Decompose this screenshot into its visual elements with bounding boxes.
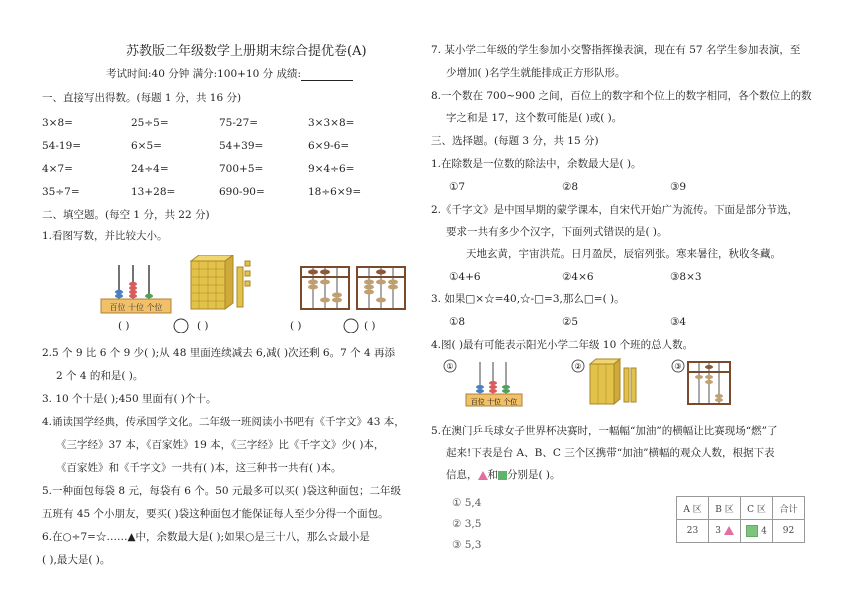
q5-line1: 5.一种面包每袋 8 元，每袋有 6 个。50 元最多可以买( )袋这种面包；二年级 <box>42 485 401 497</box>
cube-blocks-icon <box>191 255 250 309</box>
table-header: B 区 <box>709 497 741 520</box>
choice-option[interactable]: ① 5,4 <box>452 497 482 509</box>
svg-text:②: ② <box>574 362 582 371</box>
q1-text: 1.看图写数，并比较大小。 <box>42 230 168 242</box>
section-2-heading: 二、填空题。(每空 1 分，共 22 分) <box>42 209 210 221</box>
q5-line2: 五班有 45 个小朋友，要买( )袋这种面包才能保证每人至少分得一个面包。 <box>42 508 389 520</box>
choice-2-line2: 要求一共有多少个汉字，下面列式错误的是( )。 <box>446 226 668 238</box>
b-value: 3 <box>715 526 721 536</box>
table-header: 合计 <box>773 497 805 520</box>
choice-option[interactable]: ③4 <box>670 316 687 328</box>
q6-line2: ( ),最大是( )。 <box>42 554 111 566</box>
calc-item: 54+39= <box>219 140 264 152</box>
calc-item: 4×7= <box>42 163 73 175</box>
choice-option[interactable]: ②8 <box>562 181 579 193</box>
table-header: C 区 <box>741 497 773 520</box>
choice-option[interactable]: ①4+6 <box>449 271 481 283</box>
score-blank[interactable] <box>301 70 353 81</box>
c-value: 4 <box>761 526 767 537</box>
exam-info-text: 考试时间:40 分钟 满分:100+10 分 成绩: <box>106 68 302 80</box>
q4-line1: 4.诵读国学经典，传承国学文化。二年级一班阅读小书吧有《千字文》43 本， <box>42 416 405 428</box>
calc-item: 700+5= <box>219 163 264 175</box>
choice-5-line2: 起来!下表是台 A、B、C 三个区携带“加油”横幅的观众人数，根据下表 <box>446 447 775 459</box>
choice-option[interactable]: ②4×6 <box>562 271 594 283</box>
table-row <box>677 520 805 543</box>
calc-item: 35÷7= <box>42 186 80 198</box>
calc-item: 24÷4= <box>131 163 169 175</box>
q7-line2: 少增加( )名学生就能排成正方形队形。 <box>446 67 626 79</box>
choice-4-figures <box>440 358 740 410</box>
exam-info <box>106 68 353 81</box>
abacus-left-icon <box>101 265 171 313</box>
answer-paren[interactable]: ( ) <box>118 320 130 332</box>
choice-option[interactable]: ②5 <box>562 316 579 328</box>
table-header: A 区 <box>677 497 709 520</box>
abacus-frame-icon <box>301 267 349 309</box>
q4-line3: 《百家姓》和《千字文》一共有( )本，这三种书一共有( )本。 <box>56 462 342 474</box>
compare-circle-1 <box>174 319 188 333</box>
triangle-icon <box>478 471 488 480</box>
table-cell: 92 <box>773 520 805 543</box>
calc-item: 6×9-6= <box>308 140 350 152</box>
choice-2-poem: 天地玄黄，宇宙洪荒。日月盈昃，辰宿列张。寒来暑往，秋收冬藏。 <box>466 248 781 260</box>
svg-text:③: ③ <box>674 362 682 371</box>
q8-line2: 字之和是 17，这个数可能是( )或( )。 <box>446 112 623 124</box>
table-cell: 23 <box>677 520 709 543</box>
choice-4-text: 4.图( )最有可能表示阳光小学二年级 10 个班的总人数。 <box>431 339 694 351</box>
choice-option[interactable]: ③9 <box>670 181 687 193</box>
choice-5-tail: 分别是( )。 <box>507 469 561 481</box>
calc-item: 6×5= <box>131 140 162 152</box>
table-cell <box>709 520 741 543</box>
calc-item: 18÷6×9= <box>308 186 362 198</box>
viewer-table <box>676 496 805 543</box>
choice-3-text: 3. 如果□×☆=40,☆-□=3,那么□=( )。 <box>431 293 625 305</box>
calc-item: 3×8= <box>42 117 73 129</box>
q6-line1: 6.在○÷7=☆……▲中，余数最大是( );如果○是三十八，那么☆最小是 <box>42 531 370 543</box>
abacus-option-3-icon <box>672 360 730 404</box>
calc-item: 25÷5= <box>131 117 169 129</box>
answer-paren[interactable]: ( ) <box>364 320 376 332</box>
choice-option[interactable]: ①8 <box>449 316 466 328</box>
answer-paren[interactable]: ( ) <box>197 320 209 332</box>
q2-line2: 2 个 4 的和是( )。 <box>56 370 144 382</box>
q7-line1: 7. 某小学二年级的学生参加小交警指挥操表演，现在有 57 名学生参加表演，至 <box>431 44 801 56</box>
svg-text:百位 十位 个位: 百位 十位 个位 <box>470 398 518 406</box>
calc-item: 54-19= <box>42 140 82 152</box>
abacus-frame-icon <box>357 267 405 309</box>
calc-item: 9×4÷6= <box>308 163 355 175</box>
table-cell <box>741 520 773 543</box>
choice-5-info-text: 信息， <box>446 469 478 481</box>
choice-2-line1: 2.《千字文》是中国早期的蒙学课本，自宋代开始广为流传。下面是部分节选， <box>431 204 799 216</box>
q3-text: 3. 10 个十是( );450 里面有( )个十。 <box>42 393 217 405</box>
square-icon <box>498 471 507 480</box>
answer-paren[interactable]: ( ) <box>290 320 302 332</box>
calc-item: 690-90= <box>219 186 265 198</box>
abacus-option-1-icon <box>444 360 522 406</box>
choice-5-line3 <box>446 469 561 482</box>
triangle-icon <box>724 526 734 535</box>
compare-circle-2 <box>344 319 358 333</box>
q4-line2: 《三字经》37 本，《百家姓》19 本，《三字经》比《千字文》少( )本， <box>56 439 385 451</box>
choice-option[interactable]: ③ 5,3 <box>452 539 482 551</box>
square-icon <box>746 525 758 537</box>
q8-line1: 8.一个数在 700~900 之间，百位上的数字和个位上的数字相同，各个数位上的数 <box>431 90 812 102</box>
calc-item: 13+28= <box>131 186 176 198</box>
abacus-place-labels: 百位 十位 个位 <box>109 303 163 312</box>
calc-item: 3×3×8= <box>308 117 355 129</box>
svg-text:①: ① <box>446 362 454 371</box>
cube-option-2-icon <box>572 359 636 404</box>
choice-5-line1: 5.在澳门乒乓球女子世界杯决赛时，一幅幅“加油”的横幅让比赛现场“燃”了 <box>431 425 778 437</box>
table-header-row <box>677 497 805 520</box>
page-title: 苏教版二年级数学上册期末综合提优卷(A) <box>126 44 367 59</box>
choice-option[interactable]: ③8×3 <box>670 271 702 283</box>
section-3-heading: 三、选择题。(每题 3 分，共 15 分) <box>431 135 599 147</box>
q2-line1: 2.5 个 9 比 6 个 9 少( );从 48 里面连续减去 6,减( )次还剩 6。7 个 4 再添 <box>42 347 395 359</box>
calc-item: 75-27= <box>219 117 259 129</box>
choice-5-and: 和 <box>487 469 498 481</box>
choice-1-text: 1.在除数是一位数的除法中，余数最大是( )。 <box>431 158 642 170</box>
choice-option[interactable]: ② 3,5 <box>452 518 482 530</box>
choice-option[interactable]: ①7 <box>449 181 466 193</box>
section-1-heading: 一、直接写出得数。(每题 1 分，共 16 分) <box>42 92 242 104</box>
